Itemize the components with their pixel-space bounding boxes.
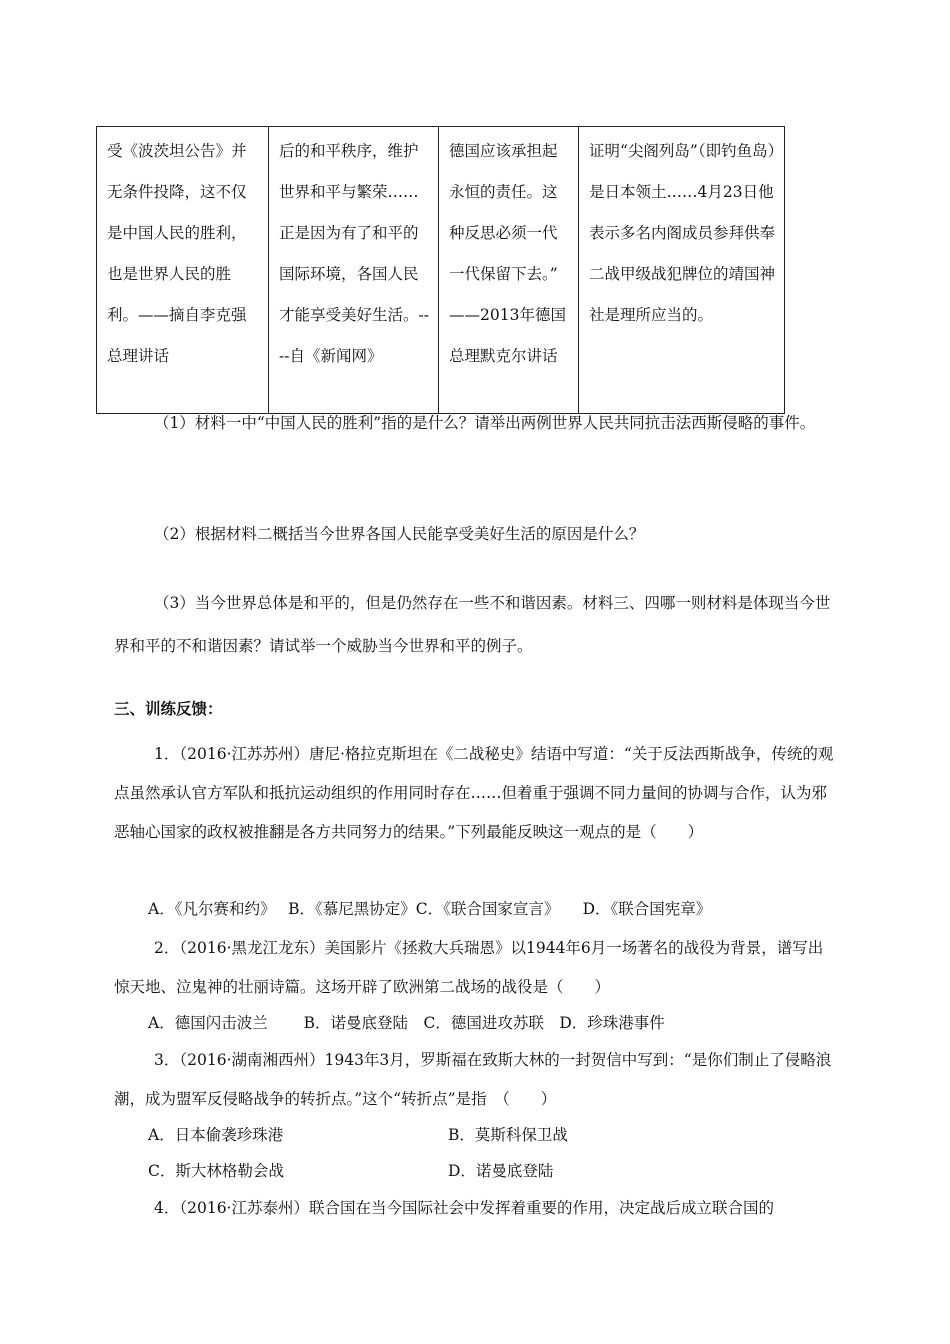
option-d: D．诺曼底登陆 xyxy=(448,1162,554,1180)
option-b: B．莫斯科保卫战 xyxy=(448,1126,568,1144)
exercise-2-stem: 2．（2016·黑龙江龙东）美国影片《拯救大兵瑞恩》以1944年6月一场著名的战役为背景，谱写出惊天地、泣鬼神的壮丽诗篇。这场开辟了欧洲第二战场的战役是（ ） xyxy=(114,939,824,996)
exercise-2-options: A．德国闪击波兰 B．诺曼底登陆 C．德国进攻苏联 D．珍珠港事件 xyxy=(148,1014,665,1032)
material-three-cell: 德国应该承担起永恒的责任。这种反思必须一代一代保留下去。” ——2013年德国总理默克尔讲话 xyxy=(439,127,579,414)
section-title: 三、训练反馈： xyxy=(114,700,223,718)
question-3: （3）当今世界总体是和平的，但是仍然存在一些不和谐因素。材料三、四哪一则材料是体现当今世界和平的不和谐因素？请试举一个威胁当今世界和平的例子。 xyxy=(114,594,831,655)
materials-table xyxy=(96,126,785,414)
exercise-1-options: A．《凡尔赛和约》 B．《慕尼黑协定》C．《联合国家宣言》 D．《联合国宪章》 xyxy=(148,900,712,918)
material-two-cell: 后的和平秩序，维护世界和平与繁荣……正是因为有了和平的国际环境，各国人民才能享受美好生活。----自《新闻网》 xyxy=(269,127,439,414)
exercise-3-options xyxy=(148,1117,748,1189)
exercise-4-stem: 4．（2016·江苏泰州）联合国在当今国际社会中发挥着重要的作用，决定战后成立联合国的 xyxy=(154,1199,774,1217)
material-four-cell: 证明“尖阁列岛”（即钓鱼岛）是日本领土……4月23日他表示多名内阁成员参拜供奉二战甲级战犯牌位的靖国神社是理所应当的。 xyxy=(579,127,785,414)
question-2: （2）根据材料二概括当今世界各国人民能享受美好生活的原因是什么？ xyxy=(154,525,645,543)
exercise-1-stem: 1．（2016·江苏苏州）唐尼·格拉克斯坦在《二战秘史》结语中写道：“关于反法西斯战争，传统的观点虽然承认官方军队和抵抗运动组织的作用同时存在……但着重于强调不同力量间的协调与合作，认为邪恶轴心国家的政权被推翻是各方共同努力的结果。”下列最能反映这一观点的是（ ） xyxy=(114,745,834,841)
material-one-cell: 受《波茨坦公告》并无条件投降，这不仅是中国人民的胜利，也是世界人民的胜利。——摘自李克强总理讲话 xyxy=(97,127,269,414)
option-a: A．日本偷袭珍珠港 xyxy=(148,1126,284,1144)
option-c: C．斯大林格勒会战 xyxy=(148,1162,284,1180)
table-row xyxy=(97,127,785,414)
question-1: （1）材料一中“中国人民的胜利”指的是什么？请举出两例世界人民共同抗击法西斯侵略的事件。 xyxy=(154,414,816,432)
exercise-3-stem: 3．（2016·湖南湘西州）1943年3月，罗斯福在致斯大林的一封贺信中写到：“是你们制止了侵略浪潮，成为盟军反侵略战争的转折点。”这个“转折点”是指 （ ） xyxy=(114,1051,832,1108)
